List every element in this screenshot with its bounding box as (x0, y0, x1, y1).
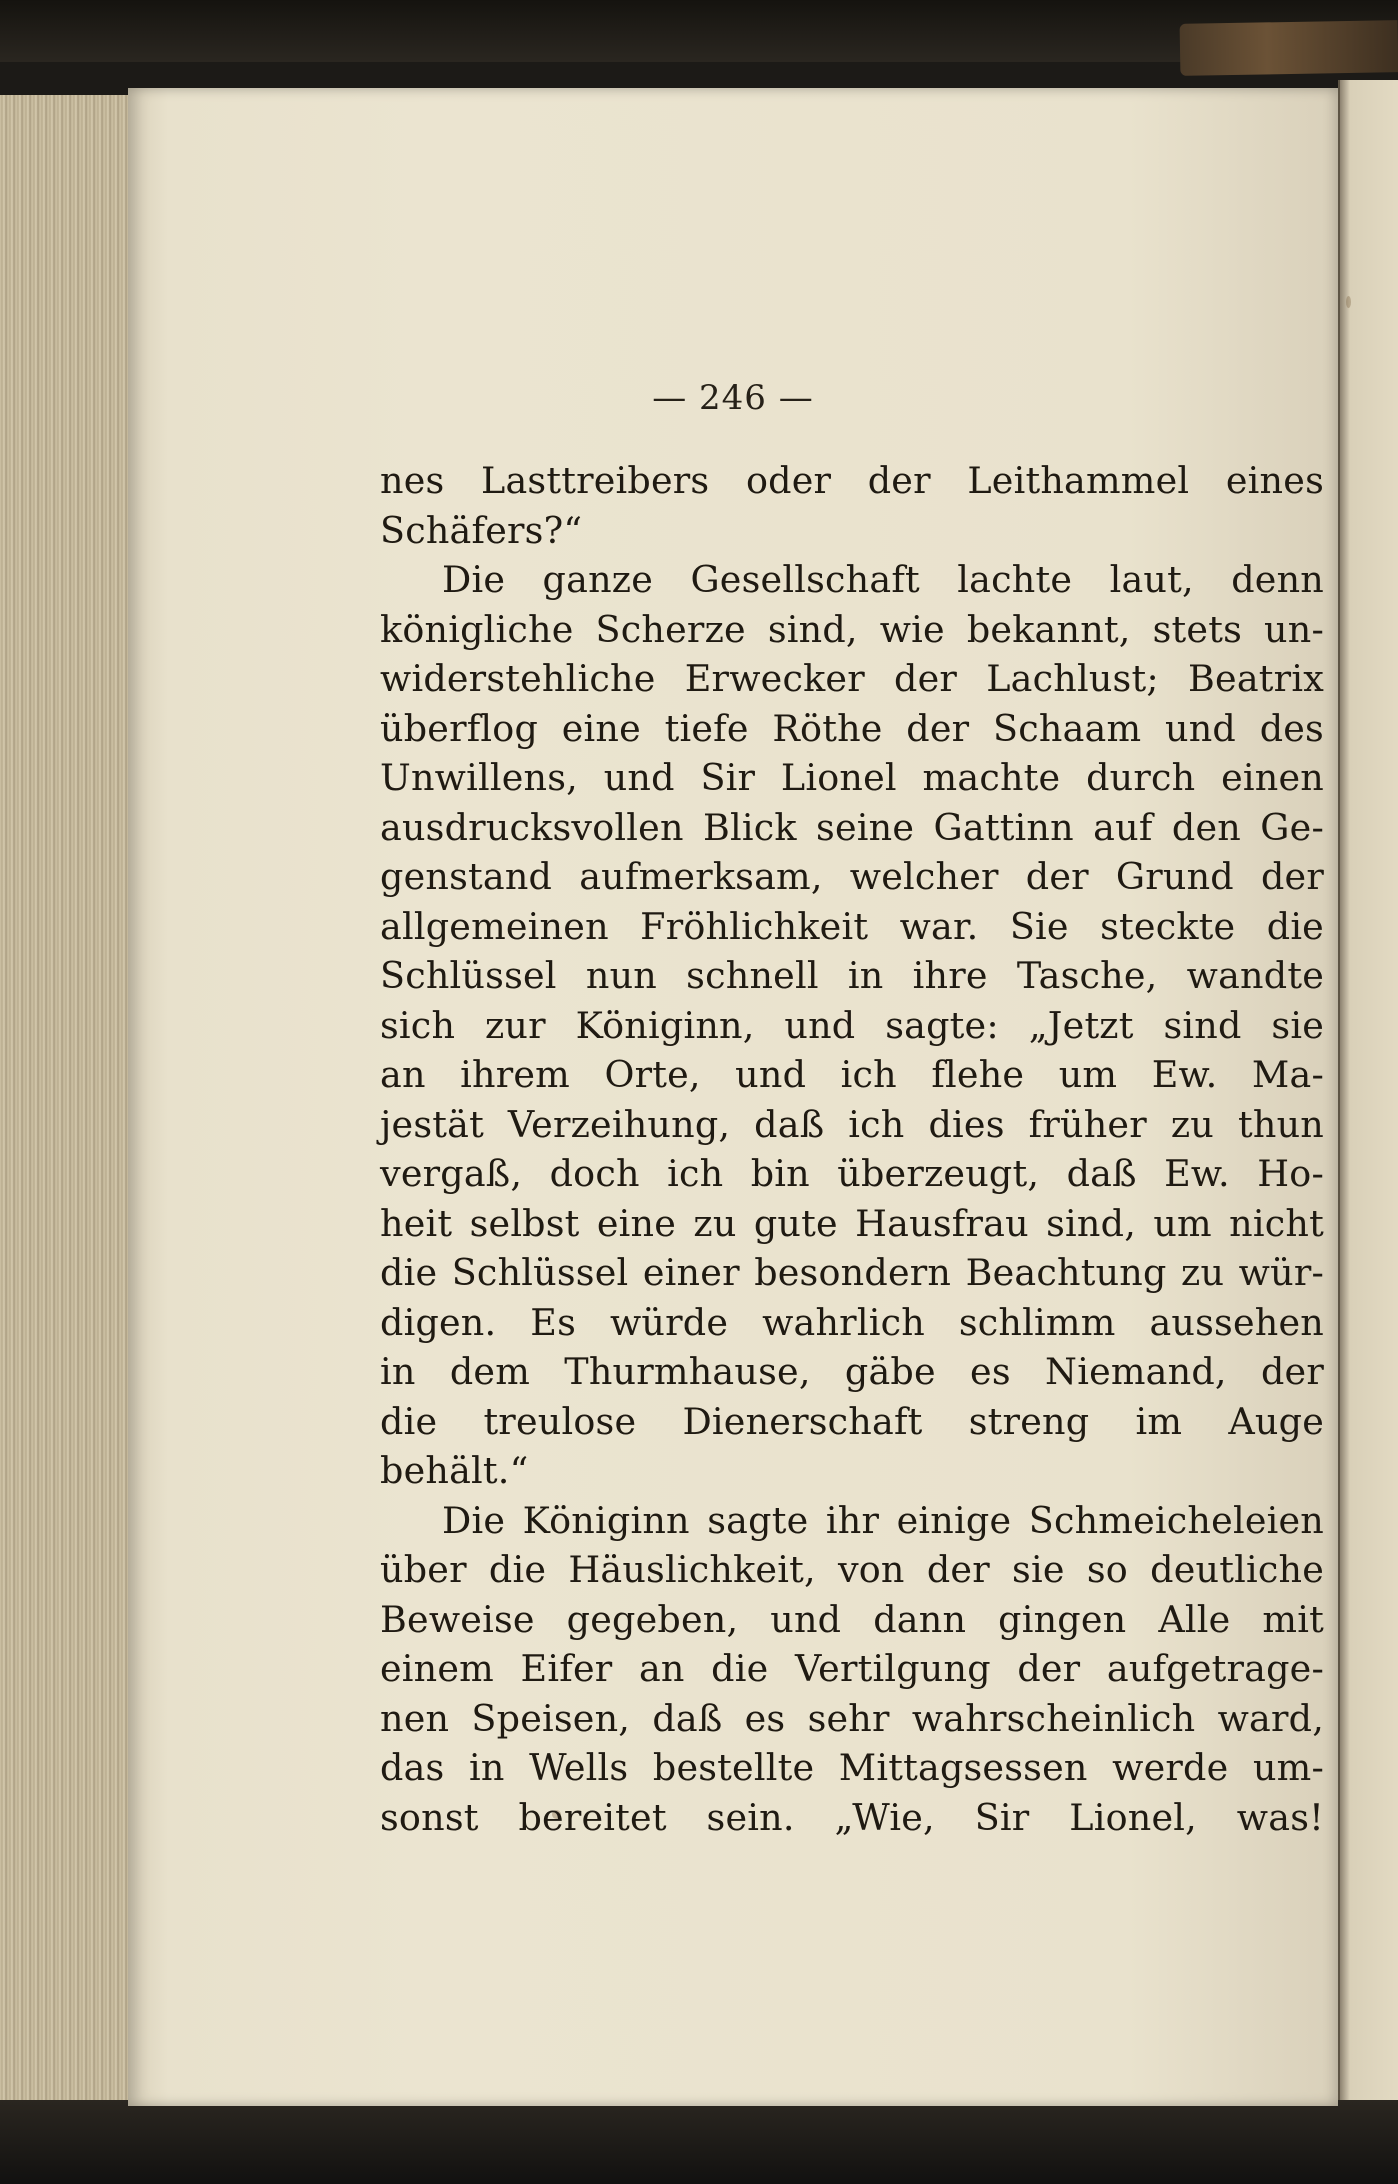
text-line: jestät Verzeihung, daß ich dies früher zu thun (380, 1102, 1324, 1146)
text-line: genstand aufmerksam, welcher der Grund der (380, 855, 1324, 898)
text-line: das in Wells bestellte Mittagsessen werde um- (380, 1746, 1324, 1789)
book-page (128, 88, 1338, 2106)
right-page-edge (1338, 80, 1398, 2105)
text-line: königliche Scherze sind, wie bekannt, stets un- (380, 607, 1324, 651)
book-binding-edge (1180, 20, 1398, 76)
text-line: heit selbst eine zu gute Hausfrau sind, um nicht (380, 1201, 1324, 1245)
text-line: in dem Thurmhause, gäbe es Niemand, der (380, 1350, 1324, 1393)
text-line: an ihrem Orte, und ich flehe um Ew. Ma- (380, 1053, 1324, 1096)
page-stack-edges (0, 95, 142, 2100)
text-line: Schäfers?“ (380, 508, 583, 552)
text-line: widerstehliche Erwecker der Lachlust; Beatrix (380, 657, 1324, 700)
text-line: nen Speisen, daß es sehr wahrscheinlich ward, (380, 1696, 1324, 1740)
text-line: sonst bereitet sein. „Wie, Sir Lionel, was! (380, 1795, 1324, 1839)
scan-bottom-border (0, 2100, 1398, 2184)
text-line: über die Häuslichkeit, von der sie so deutliche (380, 1548, 1324, 1591)
text-line: behält.“ (380, 1449, 529, 1492)
text-line: nes Lasttreibers oder der Leithammel eines (380, 459, 1324, 502)
text-line: Schlüssel nun schnell in ihre Tasche, wandte (380, 954, 1324, 997)
text-line: Unwillens, und Sir Lionel machte durch einen (380, 756, 1324, 799)
text-line: digen. Es würde wahrlich schlimm aussehen (380, 1300, 1324, 1344)
text-line: vergaß, doch ich bin überzeugt, daß Ew. Ho- (380, 1152, 1324, 1195)
text-line: ausdrucksvollen Blick seine Gattinn auf den Ge- (380, 805, 1324, 849)
paper-spot (1346, 296, 1351, 308)
text-line: sich zur Königinn, und sagte: „Jetzt sind sie (380, 1003, 1324, 1047)
text-line: Die Königinn sagte ihr einige Schmeicheleien (442, 1498, 1324, 1542)
text-line: Beweise gegeben, und dann gingen Alle mit (380, 1597, 1324, 1641)
text-line: die Schlüssel einer besondern Beachtung zu wür- (380, 1251, 1324, 1294)
page-number: — 246 — (652, 378, 814, 418)
text-line: die treulose Dienerschaft streng im Auge (380, 1399, 1324, 1443)
text-line: überflog eine tiefe Röthe der Schaam und des (380, 706, 1324, 750)
text-line: allgemeinen Fröhlichkeit war. Sie steckte die (380, 904, 1324, 948)
text-line: einem Eifer an die Vertilgung der aufgetrage- (380, 1647, 1324, 1690)
text-line: Die ganze Gesellschaft lachte laut, denn (442, 558, 1324, 601)
body-text (380, 456, 1324, 1842)
